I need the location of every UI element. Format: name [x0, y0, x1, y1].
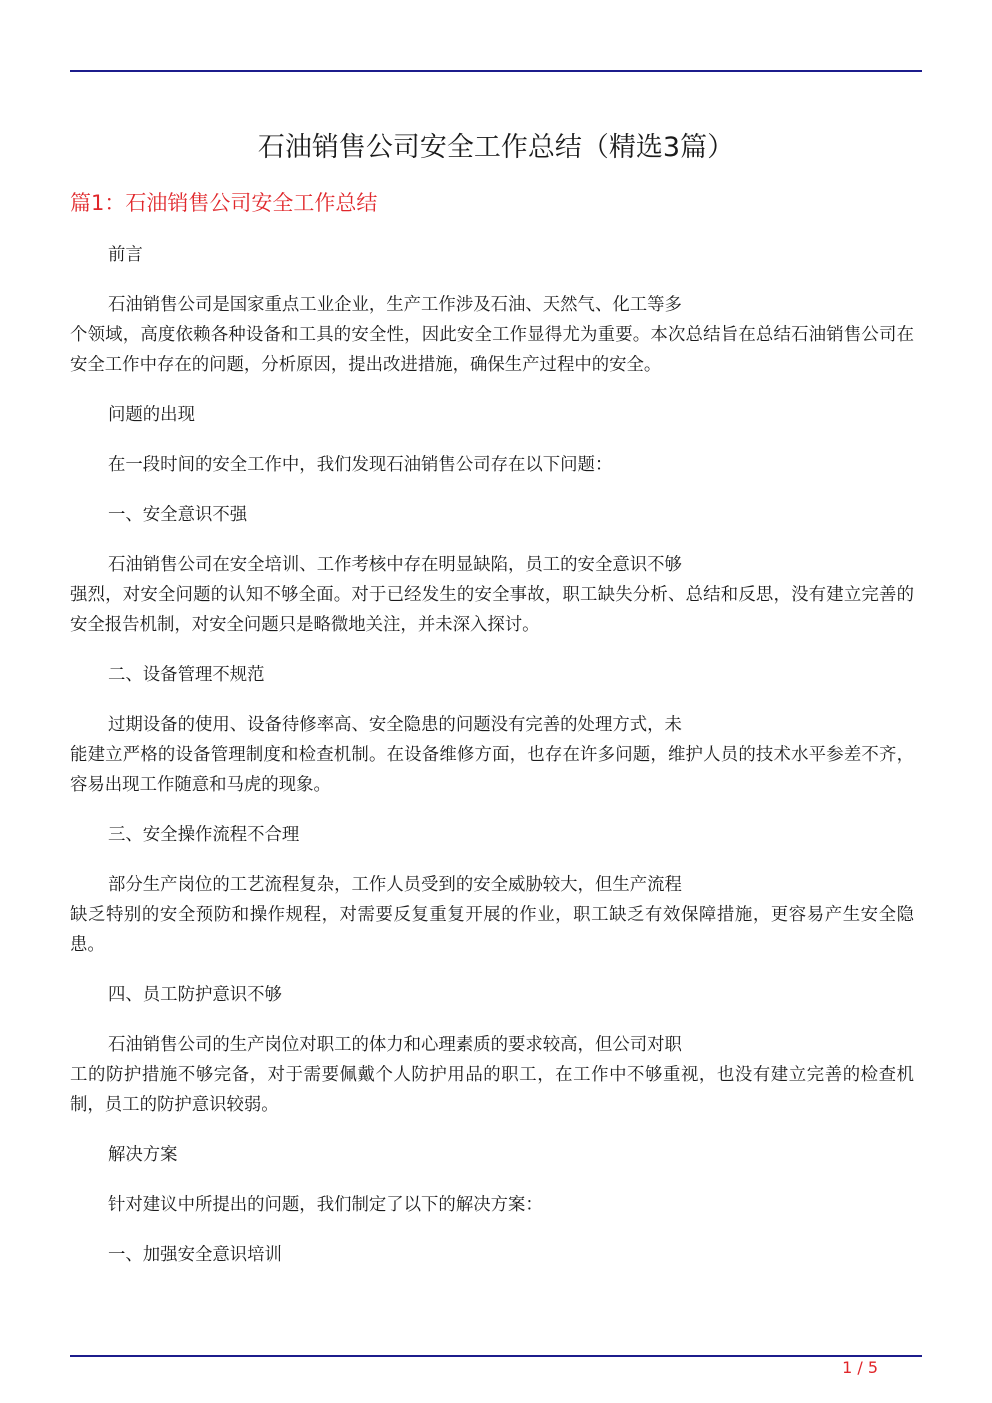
paragraph-line: 部分生产岗位的工艺流程复杂，工作人员受到的安全威胁较大，但生产流程	[108, 875, 682, 895]
paragraph-line: 一、安全意识不强	[108, 505, 248, 525]
paragraph-line: 三、安全操作流程不合理	[108, 825, 300, 845]
paragraph	[70, 450, 914, 480]
paragraph	[70, 820, 914, 850]
footer-rule	[70, 1355, 922, 1357]
paragraph	[70, 500, 914, 530]
paragraph-line: 解决方案	[108, 1145, 178, 1165]
paragraph-line: 一、加强安全意识培训	[108, 1245, 282, 1265]
paragraph	[70, 870, 914, 960]
paragraph-line: 石油销售公司的生产岗位对职工的体力和心理素质的要求较高，但公司对职	[108, 1035, 682, 1055]
paragraph	[70, 1030, 914, 1120]
paragraph-line: 强烈，对安全问题的认知不够全面。对于已经发生的安全事故，职工缺失分析、总结和反思，没有建立完善的安全报告机制，对安全问题只是略微地关注，并未深入探讨。	[70, 585, 914, 635]
paragraph-line: 在一段时间的安全工作中，我们发现石油销售公司存在以下问题：	[108, 455, 613, 475]
paragraph-line: 缺乏特别的安全预防和操作规程，对需要反复重复开展的作业，职工缺乏有效保障措施，更容易产生安全隐患。	[70, 905, 914, 955]
paragraph-line: 四、员工防护意识不够	[108, 985, 282, 1005]
paragraph	[70, 240, 914, 270]
section-title: 篇1：石油销售公司安全工作总结	[70, 191, 378, 215]
paragraph-line: 个领域，高度依赖各种设备和工具的安全性，因此安全工作显得尤为重要。本次总结旨在总结石油销售公司在安全工作中存在的问题，分析原因，提出改进措施，确保生产过程中的安全。	[70, 325, 914, 375]
page-number: 1 / 5	[842, 1358, 878, 1377]
document-title: 石油销售公司安全工作总结（精选3篇）	[257, 132, 735, 163]
paragraph	[70, 1240, 914, 1270]
paragraph-line: 问题的出现	[108, 405, 195, 425]
paragraph-line: 前言	[108, 245, 143, 265]
document-body	[70, 240, 914, 1290]
paragraph-line: 工的防护措施不够完备，对于需要佩戴个人防护用品的职工，在工作中不够重视，也没有建立完善的检查机制，员工的防护意识较弱。	[70, 1065, 914, 1115]
paragraph-line: 二、设备管理不规范	[108, 665, 265, 685]
paragraph	[70, 1190, 914, 1220]
paragraph	[70, 710, 914, 800]
header-rule	[70, 70, 922, 72]
paragraph	[70, 550, 914, 640]
paragraph-line: 能建立严格的设备管理制度和检查机制。在设备维修方面，也存在许多问题，维护人员的技术水平参差不齐，容易出现工作随意和马虎的现象。	[70, 745, 914, 795]
paragraph	[70, 660, 914, 690]
paragraph	[70, 290, 914, 380]
paragraph	[70, 980, 914, 1010]
paragraph-line: 针对建议中所提出的问题，我们制定了以下的解决方案：	[108, 1195, 543, 1215]
paragraph	[70, 1140, 914, 1170]
paragraph	[70, 400, 914, 430]
paragraph-line: 石油销售公司在安全培训、工作考核中存在明显缺陷，员工的安全意识不够	[108, 555, 682, 575]
paragraph-line: 过期设备的使用、设备待修率高、安全隐患的问题没有完善的处理方式，未	[108, 715, 682, 735]
paragraph-line: 石油销售公司是国家重点工业企业，生产工作涉及石油、天然气、化工等多	[108, 295, 682, 315]
